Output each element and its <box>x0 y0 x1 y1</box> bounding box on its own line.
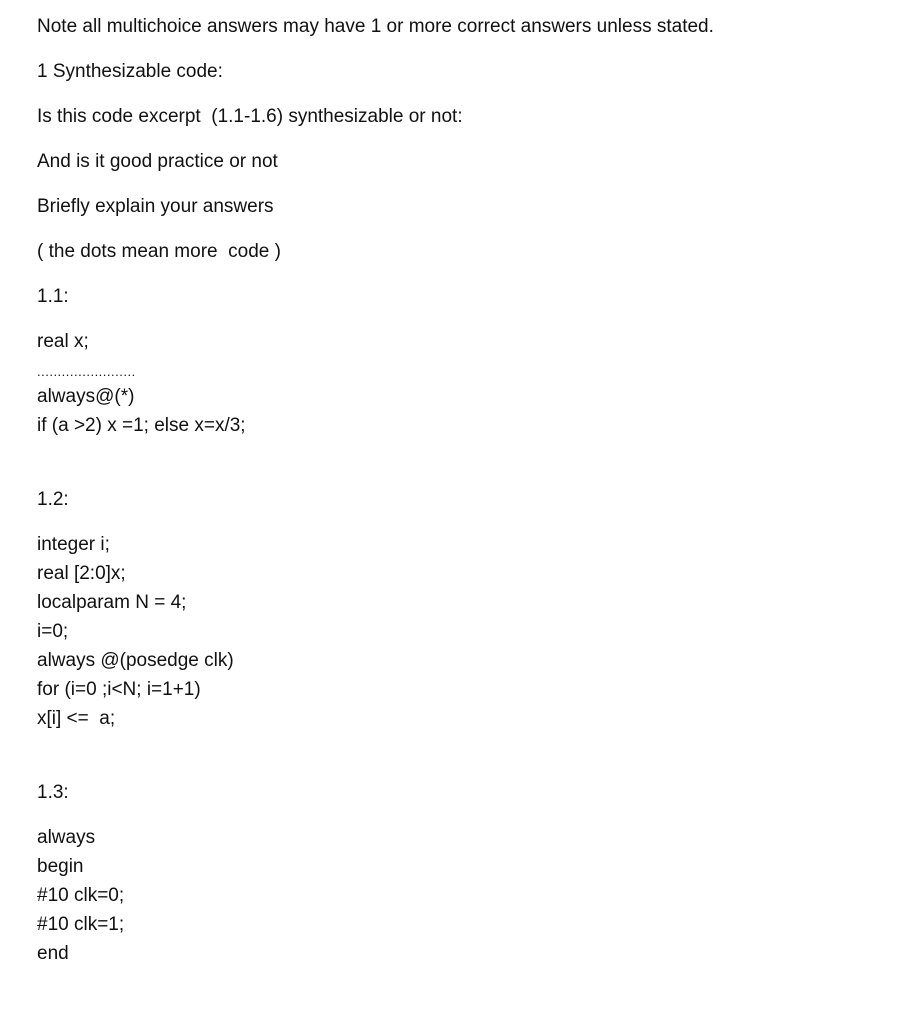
code-line: #10 clk=1; <box>37 914 125 935</box>
question-label-1-2: 1.2: <box>37 489 69 510</box>
ellipsis-dots: ........................ <box>37 364 136 379</box>
code-line: end <box>37 943 69 964</box>
section-title: 1 Synthesizable code: <box>37 61 223 82</box>
good-practice-text: And is it good practice or not <box>37 151 278 172</box>
question-label-1-1: 1.1: <box>37 286 69 307</box>
dots-note: ( the dots mean more code ) <box>37 241 281 262</box>
code-line: always <box>37 827 96 848</box>
code-line: always @(posedge clk) <box>37 650 234 671</box>
code-line: always@(*) <box>37 386 135 407</box>
question-label-1-3: 1.3: <box>37 782 69 803</box>
code-line: i=0; <box>37 621 69 642</box>
code-line: if (a >2) x =1; else x=x/3; <box>37 415 246 436</box>
question-text: Is this code excerpt (1.1-1.6) synthesizable or not: <box>37 106 463 127</box>
instructions-note: Note all multichoice answers may have 1 or more correct answers unless stated. <box>37 16 714 37</box>
code-line: x[i] <= a; <box>37 708 116 729</box>
code-line: for (i=0 ;i<N; i=1+1) <box>37 679 201 700</box>
code-line: localparam N = 4; <box>37 592 187 613</box>
document-page <box>37 12 897 968</box>
code-line: #10 clk=0; <box>37 885 125 906</box>
code-line: real [2:0]x; <box>37 563 126 584</box>
code-line: begin <box>37 856 84 877</box>
code-line: real x; <box>37 331 89 352</box>
explain-text: Briefly explain your answers <box>37 196 274 217</box>
code-line: integer i; <box>37 534 110 555</box>
